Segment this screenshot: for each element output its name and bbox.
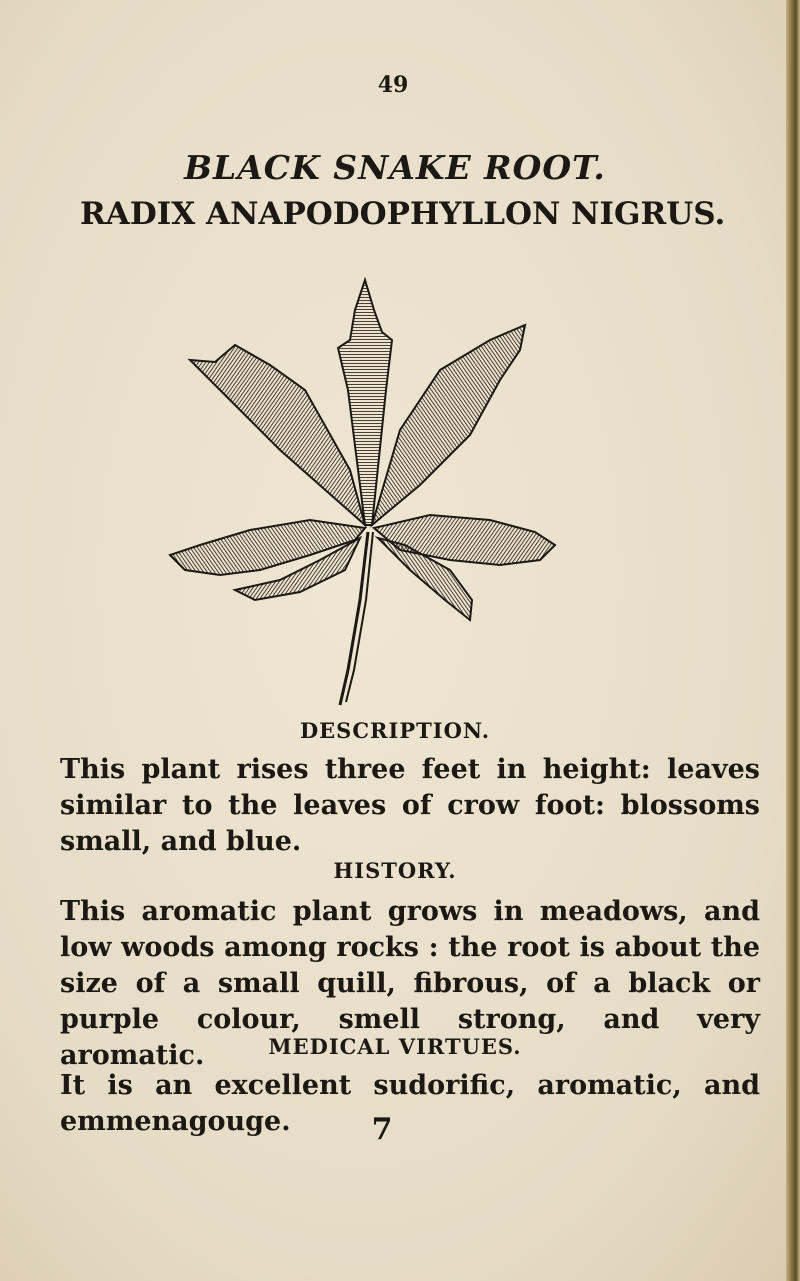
description-text: This plant rises three feet in height: leaves similar to the leaves of crow foot: blossoms small, and blue. bbox=[60, 754, 760, 857]
history-text: This aromatic plant grows in meadows, and low woods among rocks : the root is about the size of a small quill, fibrous, of a black or purple colour, smell strong, and very aromatic. bbox=[60, 896, 760, 1071]
page-title: BLACK SNAKE ROOT. bbox=[184, 148, 606, 187]
medical-virtues-heading: MEDICAL VIRTUES. bbox=[268, 1034, 522, 1059]
page-edge bbox=[786, 0, 800, 1281]
palmate-leaf-engraving-icon bbox=[160, 270, 580, 710]
history-heading: HISTORY. bbox=[333, 858, 457, 883]
page-number: 49 bbox=[377, 72, 409, 98]
description-heading: DESCRIPTION. bbox=[299, 718, 491, 743]
medical-virtues-text: It is an excellent sudorific, aromatic, and emmenagouge. bbox=[60, 1070, 760, 1137]
signature-mark: 7 bbox=[371, 1112, 393, 1147]
latin-name: RADIX ANAPODOPHYLLON NIGRUS. bbox=[80, 196, 726, 232]
